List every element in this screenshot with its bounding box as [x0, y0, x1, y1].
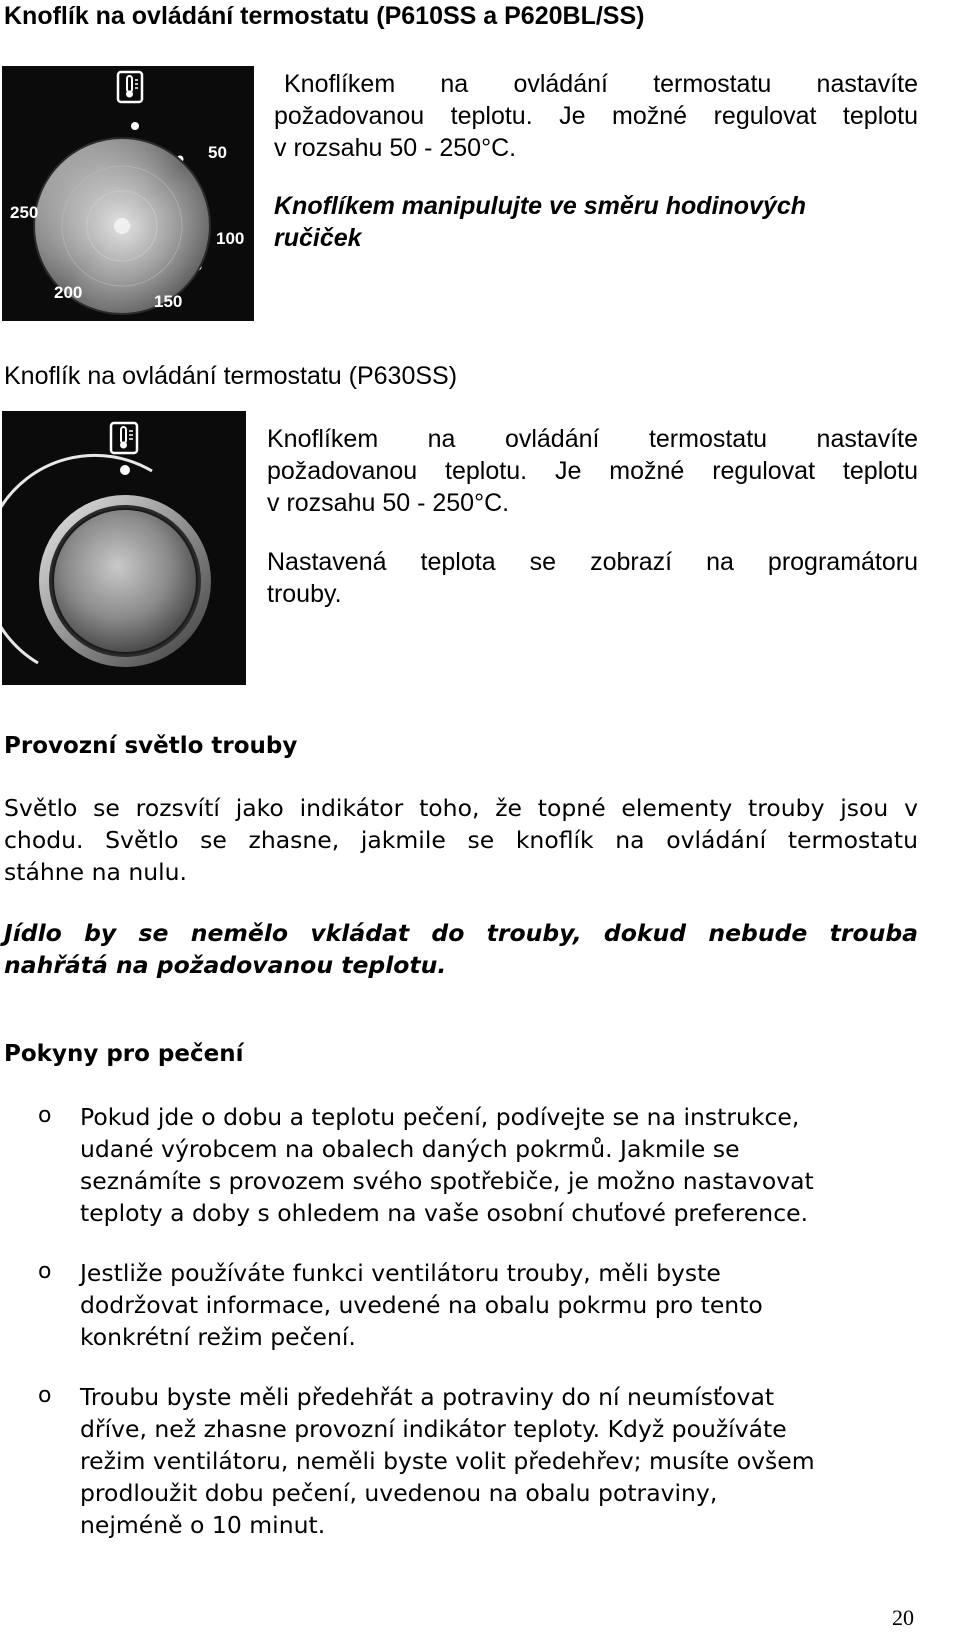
section2-paragraph-1 [267, 423, 918, 519]
text-line: udané výrobcem na obalech daných pokrmů. Jakmile se [80, 1135, 740, 1163]
section1-clockwise-note [274, 190, 918, 254]
text-line: ručiček [274, 224, 362, 252]
section2-paragraph-2 [267, 546, 918, 610]
text-line: Knoflíkem na ovládání termostatu nastavíte [284, 70, 918, 98]
section-heading-p630: Knoflík na ovládání termostatu (P630SS) [4, 362, 458, 390]
text-line: stáhne na nulu. [4, 858, 188, 886]
text-line: nejméně o 10 minut. [80, 1511, 326, 1539]
list-bullet: o [38, 1103, 52, 1128]
section-heading-p610: Knoflík na ovládání termostatu (P610SS a P620BL/SS) [4, 2, 645, 30]
text-line: Pokud jde o dobu a teplotu pečení, podívejte se na instrukce, [80, 1103, 800, 1131]
section3-warning [4, 917, 918, 981]
text-line: Nastavená teplota se zobrazí na programátoru [267, 548, 918, 576]
page-number: 20 [892, 1605, 914, 1630]
list-bullet: o [38, 1259, 52, 1284]
list-bullet: o [38, 1383, 52, 1408]
text-line: dříve, než zhasne provozní indikátor teploty. Když používáte [80, 1415, 787, 1443]
text-line: prodloužit dobu pečení, uvedenou na obalu potraviny, [80, 1479, 718, 1507]
text-line: v rozsahu 50 - 250°C. [267, 489, 510, 517]
text-line: požadovanou teplotu. Je možné regulovat teplotu [267, 457, 918, 485]
text-line: konkrétní režim pečení. [80, 1323, 356, 1351]
knob-label-50: 50 [208, 143, 227, 162]
text-line: chodu. Světlo se zhasne, jakmile se knoflík na ovládání termostatu [4, 826, 918, 854]
text-line: trouby. [267, 580, 342, 608]
section3-paragraph [4, 792, 918, 888]
list-item [80, 1101, 920, 1229]
text-line: v rozsahu 50 - 250°C. [274, 134, 517, 162]
text-line: Knoflíkem na ovládání termostatu nastavíte [267, 425, 918, 453]
text-line: dodržovat informace, uvedené na obalu pokrmu pro tento [80, 1291, 763, 1319]
knob-label-250: 250 [10, 203, 39, 222]
knob-label-100: 100 [216, 229, 245, 248]
text-line: Knoflíkem manipulujte ve směru hodinových [274, 192, 807, 220]
knob-label-200: 200 [54, 283, 83, 302]
section-heading-operating-light: Provozní světlo trouby [4, 733, 298, 759]
list-item [80, 1381, 920, 1541]
text-line: Jídlo by se nemělo vkládat do trouby, dokud nebude trouba [4, 919, 918, 947]
text-line: nahřátá na požadovanou teplotu. [4, 951, 447, 979]
section-heading-baking-instructions: Pokyny pro pečení [4, 1041, 244, 1067]
knob-label-150: 150 [154, 292, 183, 311]
text-line: Jestliže používáte funkci ventilátoru trouby, měli byste [80, 1259, 721, 1287]
text-line: teploty a doby s ohledem na vaše osobní chuťové preference. [80, 1199, 809, 1227]
text-line: seznámíte s provozem svého spotřebiče, je možno nastavovat [80, 1167, 814, 1195]
text-line: Světlo se rozsvítí jako indikátor toho, že topné elementy trouby jsou v [4, 794, 918, 822]
thermostat-knob-image-p610 [2, 66, 254, 321]
text-line: režim ventilátoru, neměli byste volit předehřev; musíte ovšem [80, 1447, 815, 1475]
thermostat-knob-image-p630 [2, 411, 246, 685]
thermometer-icon [118, 72, 142, 102]
thermometer-icon [111, 423, 137, 453]
thermostat-knob-p630-graphic [2, 411, 246, 685]
text-line: požadovanou teplotu. Je možné regulovat teplotu [274, 102, 918, 130]
text-line: Troubu byste měli předehřát a potraviny do ní neumísťovat [80, 1383, 775, 1411]
section1-paragraph [274, 68, 918, 164]
list-item [80, 1257, 920, 1353]
thermostat-knob-p610-graphic [2, 66, 254, 321]
